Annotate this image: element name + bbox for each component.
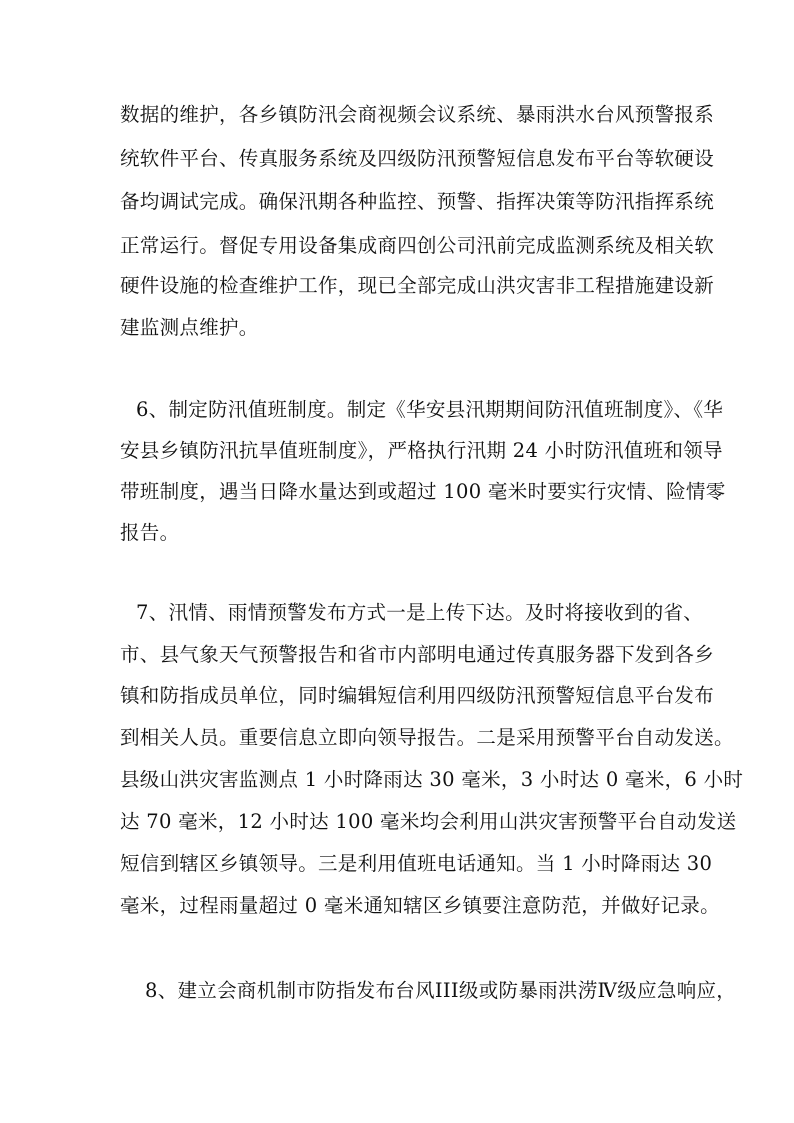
- text-line: 正常运行。督促专用设备集成商四创公司汛前完成监测系统及相关软: [120, 234, 715, 257]
- text-line: 县级山洪灾害监测点 1 小时降雨达 30 毫米，3 小时达 0 毫米，6 小时: [120, 768, 744, 791]
- text-line: 镇和防指成员单位，同时编辑短信利用四级防汛预警短信息平台发布: [120, 684, 715, 707]
- text-line: 数据的维护，各乡镇防汛会商视频会议系统、暴雨洪水台风预警报系: [120, 103, 715, 126]
- text-line: 短信到辖区乡镇领导。三是利用值班电话通知。当 1 小时降雨达 30: [120, 852, 713, 875]
- text-line: 8、建立会商机制市防指发布台风III级或防暴雨洪涝Ⅳ级应急响应，: [145, 979, 737, 1002]
- text-line: 带班制度，遇当日降水量达到或超过 100 毫米时要实行灾情、险情零: [120, 480, 726, 503]
- text-line: 毫米，过程雨量超过 0 毫米通知辖区乡镇要注意防范，并做好记录。: [120, 894, 720, 917]
- text-line: 报告。: [120, 521, 180, 544]
- text-line: 达 70 毫米，12 小时达 100 毫米均会利用山洪灾害预警平台自动发送: [120, 810, 737, 833]
- text-line: 建监测点维护。: [120, 316, 259, 339]
- text-line: 6、制定防汛值班制度。制定《华安县汛期期间防汛值班制度》、《华: [136, 398, 724, 421]
- text-line: 市、县气象天气预警报告和省市内部明电通过传真服务器下发到各乡: [120, 643, 715, 666]
- text-line: 统软件平台、传真服务系统及四级防汛预警短信息发布平台等软硬设: [120, 147, 715, 170]
- text-line: 7、汛情、雨情预警发布方式一是上传下达。及时将接收到的省、: [136, 601, 704, 624]
- text-line: 备均调试完成。确保汛期各种监控、预警、指挥决策等防汛指挥系统: [120, 190, 715, 213]
- text-line: 到相关人员。重要信息立即向领导报告。二是采用预警平台自动发送。: [120, 726, 734, 749]
- text-line: 安县乡镇防汛抗旱值班制度》，严格执行汛期 24 小时防汛值班和领导: [120, 439, 723, 462]
- text-line: 硬件设施的检查维护工作，现已全部完成山洪灾害非工程措施建设新: [120, 274, 715, 297]
